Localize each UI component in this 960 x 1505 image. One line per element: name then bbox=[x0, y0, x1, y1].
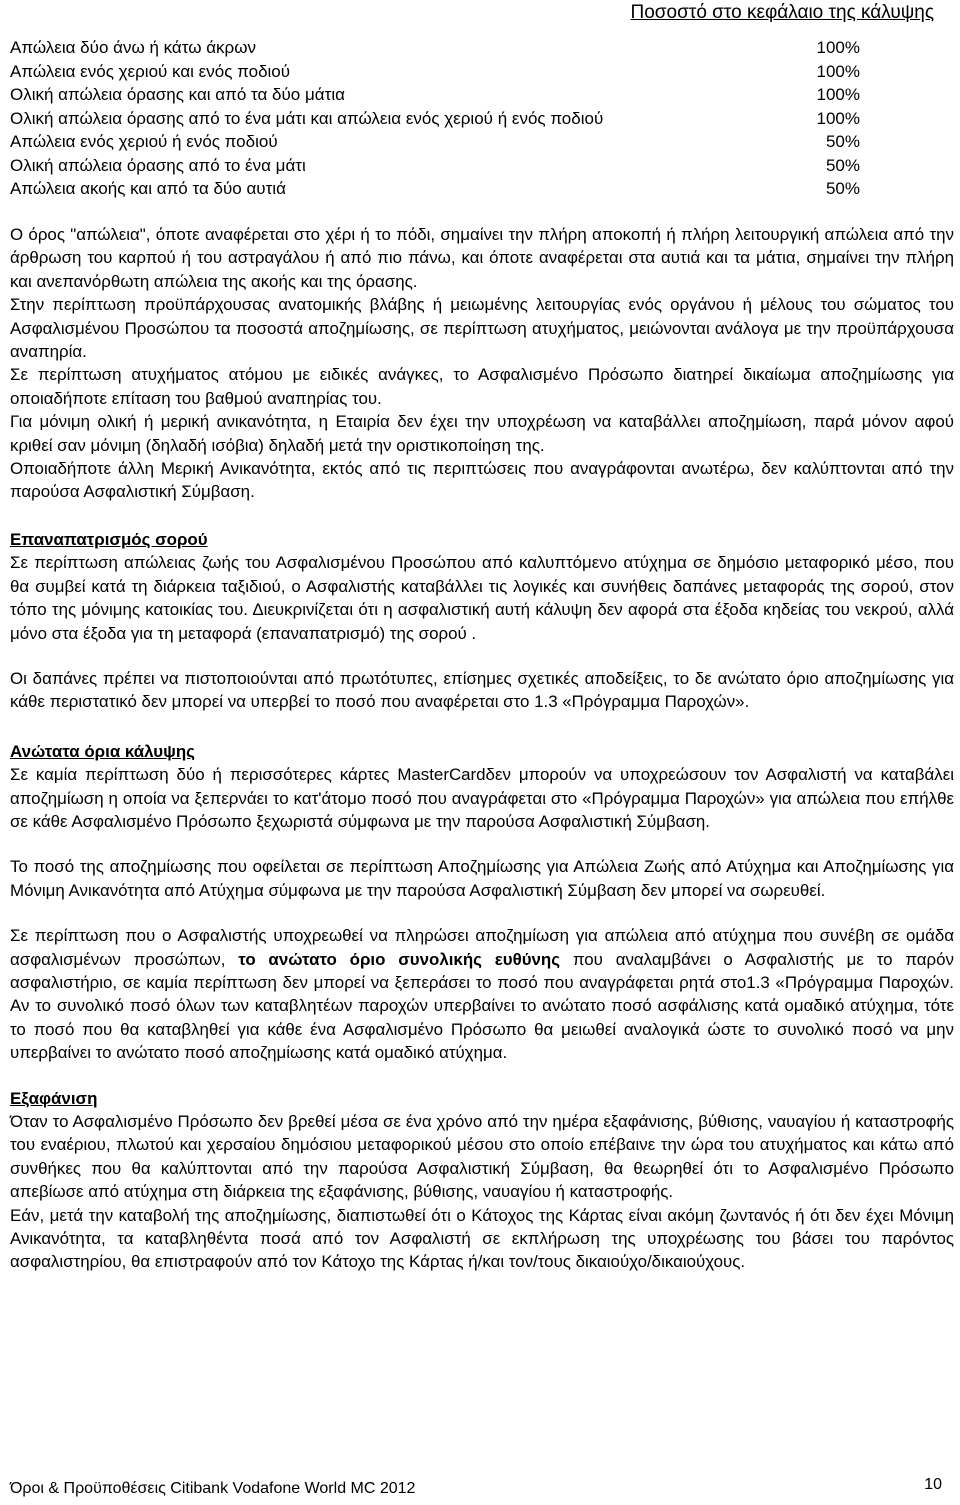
repatriation-heading: Επαναπατρισμός σορού bbox=[10, 529, 208, 549]
row-label: Απώλεια ενός χεριού και ενός ποδιού bbox=[10, 61, 291, 81]
table-row bbox=[10, 60, 860, 84]
row-label: Απώλεια ακοής και από τα δύο αυτιά bbox=[10, 179, 286, 198]
row-label: Απώλεια δύο άνω ή κάτω άκρων bbox=[10, 38, 256, 57]
row-value: 100% bbox=[816, 85, 860, 104]
row-value: 100% bbox=[816, 61, 860, 81]
table-row bbox=[10, 177, 860, 201]
group-liability-text-end: που αναλαμβάνει ο Ασφαλιστής με το παρόν ασφαλιστήριο, σε καμία περίπτωση δεν μπορεί να ξεπεράσει το ποσό που αναγράφεται ρητά στο1.3 «Πρόγραμμα Παροχών. Αν το συνολικό ποσό όλων των καταβλητέων παροχών υπερβαίνει το ανώτατο ποσό ασφάλισης κατά ομαδικό ατύχημα, τότε το ποσό που θα καταβληθεί για κάθε ένα Ασφαλισμένο Πρόσωπο θα μειωθεί αναλογικά ώστε το συνολικό ποσό να μην υπερβαίνει το ανώτατο ποσό αποζημίωσης κατά ομαδικό ατύχημα. bbox=[10, 949, 954, 1063]
row-value: 50% bbox=[825, 179, 860, 198]
table-row bbox=[10, 107, 860, 131]
table-row bbox=[10, 130, 860, 154]
percentage-column-header: Ποσοστό στο κεφάλαιο της κάλυψης bbox=[630, 2, 934, 23]
footer-document-title: Όροι & Προϋποθέσεις Citibank Vodafone World MC 2012 bbox=[10, 1480, 416, 1497]
page-footer bbox=[10, 1476, 942, 1499]
group-liability-paragraph bbox=[10, 924, 954, 1064]
row-value: 100% bbox=[816, 38, 860, 57]
permanent-disability-paragraph: Για μόνιμη ολική ή μερική ανικανότητα, η Εταιρία δεν έχει την υποχρέωση να καταβάλλει αποζημίωση, παρά μόνον αφού κριθεί σαν μόνιμη (δηλαδή ισόβια) δηλαδή μετά την οριστικοποίηση της. bbox=[10, 412, 954, 455]
preexisting-condition-paragraph: Στην περίπτωση προϋπάρχουσας ανατομικής βλάβης ή μειωμένης λειτουργίας ενός οργάνου ή μέλους του σώματος του Ασφαλισμένου Προσώπου τα ποσοστά αποζημίωσης, σε περίπτωση ατυχήματος, μειώνονται ανάλογα με την προϋπάρχουσα αναπηρία. bbox=[10, 295, 954, 362]
refund-paragraph: Εάν, μετά την καταβολή της αποζημίωσης, διαπιστωθεί ότι ο Κάτοχος της Κάρτας είναι ακόμη ζωντανός ή ότι δεν έχει Μόνιμη Ανικανότητα, τα καταβληθέντα ποσά από τον Ασφαλιστή σε εκπλήρωση της υποχρέωσης του βάσει του παρόντος ασφαλιστηρίου, θα επιστραφούν από τον Κάτοχο της Κάρτας ή/και τον/τους δικαιούχο/δικαιούχους. bbox=[10, 1205, 954, 1272]
document-body bbox=[10, 223, 954, 1274]
coverage-limits-heading: Ανώτατα όρια κάλυψης bbox=[10, 741, 195, 761]
no-accumulation-paragraph: Το ποσό της αποζημίωσης που οφείλεται σε περίπτωση Αποζημίωσης για Απώλεια Ζωής από Ατύχημα και Αποζημίωσης για Μόνιμη Ανικανότητα από Ατύχημα σύμφωνα με την παρούσα Ασφαλιστική Σύμβαση δεν μπορεί να σωρευθεί. bbox=[10, 857, 954, 900]
cards-limit-paragraph: Σε καμία περίπτωση δύο ή περισσότερες κάρτες MasterCardδεν μπορούν να υποχρεώσουν τον Ασφαλιστή να καταβάλει αποζημίωση η οποία να ξεπερνάει το κατ'άτομο ποσό που αναγράφεται στο «Πρόγραμμα Παροχών» για απώλεια που επήλθε σε κάθε Ασφαλισμένο Πρόσωπο ξεχωριστά σύμφωνα με την παρούσα Ασφαλιστική Σύμβαση. bbox=[10, 765, 954, 831]
row-label: Ολική απώλεια όρασης από το ένα μάτι bbox=[10, 155, 306, 175]
row-value: 100% bbox=[816, 108, 860, 128]
coverage-percentage-table bbox=[10, 36, 860, 201]
group-liability-text-start: Σε περίπτωση που ο Ασφαλιστής υποχρεωθεί να πληρώσει αποζημίωση για απώλεια από ατύχημα που συνέβη σε ομάδα ασφαλισμένων προσώπων, bbox=[10, 926, 954, 969]
row-label: Απώλεια ενός χεριού ή ενός ποδιού bbox=[10, 132, 278, 151]
disappearance-paragraph: Όταν το Ασφαλισμένο Πρόσωπο δεν βρεθεί μέσα σε ένα χρόνο από την ημέρα εξαφάνισης, βύθισης, ναυαγίου ή καταστροφής του εναέριου, πλωτού και χερσαίου δημόσιου μεταφορικού μέσου στο οποίο επέβαινε την ώρα του ατυχήματος και κάτω από συνθήκες που θα καλύπτονται από την παρούσα Ασφαλιστική Σύμβαση, θα θεωρηθεί ότι το Ασφαλισμένο Πρόσωπο απεβίωσε από ατύχημα στη διάρκεια της εξαφάνισης, βύθισης, ναυαγίου ή καταστροφής. bbox=[10, 1112, 954, 1202]
row-value: 50% bbox=[825, 155, 860, 175]
row-label: Ολική απώλεια όρασης από το ένα μάτι και απώλεια ενός χεριού ή ενός ποδιού bbox=[10, 108, 604, 128]
table-row bbox=[10, 36, 860, 60]
other-partial-disability-paragraph: Οποιαδήποτε άλλη Μερική Ανικανότητα, εκτός από τις περιπτώσεις που αναγράφονται ανωτέρω, δεν καλύπτονται από την παρούσα Ασφαλιστική Σύμβαση. bbox=[10, 459, 954, 502]
max-liability-emphasis: το ανώτατο όριο συνολικής ευθύνης bbox=[238, 949, 561, 969]
repatriation-paragraph: Σε περίπτωση απώλειας ζωής του Ασφαλισμένου Προσώπου από καλυπτόμενο ατύχημα σε δημόσιο μεταφορικό μέσο, που θα συμβεί κατά τη διάρκεια ταξιδιού, ο Ασφαλιστής καταβάλλει τις λογικές και συνήθεις δαπάνες μεταφοράς της σορού, στον τόπο της μόνιμης κατοικίας του. Διευκρινίζεται ότι η ασφαλιστική αυτή κάλυψη δεν αφορά στα έξοδα κηδείας του νεκρού, αλλά μόνο στα έξοδα για τη μεταφορά (επαναπατρισμό) της σορού . bbox=[10, 553, 954, 643]
repatriation-expenses-paragraph: Οι δαπάνες πρέπει να πιστοποιούνται από πρωτότυπες, επίσημες σχετικές αποδείξεις, το δε ανώτατο όριο αποζημίωσης για κάθε περιστατικό δεν μπορεί να υπερβεί το ποσό που αναφέρεται στο 1.3 «Πρόγραμμα Παροχών». bbox=[10, 668, 954, 712]
loss-definition-paragraph: Ο όρος "απώλεια", όποτε αναφέρεται στο χέρι ή το πόδι, σημαίνει την πλήρη αποκοπή ή πλήρη λειτουργική απώλεια από την άρθρωση του καρπού ή του αστραγάλου ή από πιο πάνω, και όποτε αναφέρεται στα αυτιά και τα μάτια, σημαίνει την πλήρη και ανεπανόρθωτη απώλεια της ακοής και της όρασης. bbox=[10, 225, 954, 291]
page-number: 10 bbox=[924, 1476, 942, 1493]
table-row bbox=[10, 83, 860, 107]
disappearance-heading: Εξαφάνιση bbox=[10, 1088, 98, 1108]
special-needs-paragraph: Σε περίπτωση ατυχήματος ατόμου με ειδικές ανάγκες, το Ασφαλισμένο Πρόσωπο διατηρεί δικαίωμα αποζημίωσης για οποιαδήποτε επίταση του βαθμού αναπηρίας του. bbox=[10, 365, 954, 408]
row-label: Ολική απώλεια όρασης και από τα δύο μάτια bbox=[10, 85, 345, 104]
table-row bbox=[10, 154, 860, 178]
row-value: 50% bbox=[825, 132, 860, 151]
